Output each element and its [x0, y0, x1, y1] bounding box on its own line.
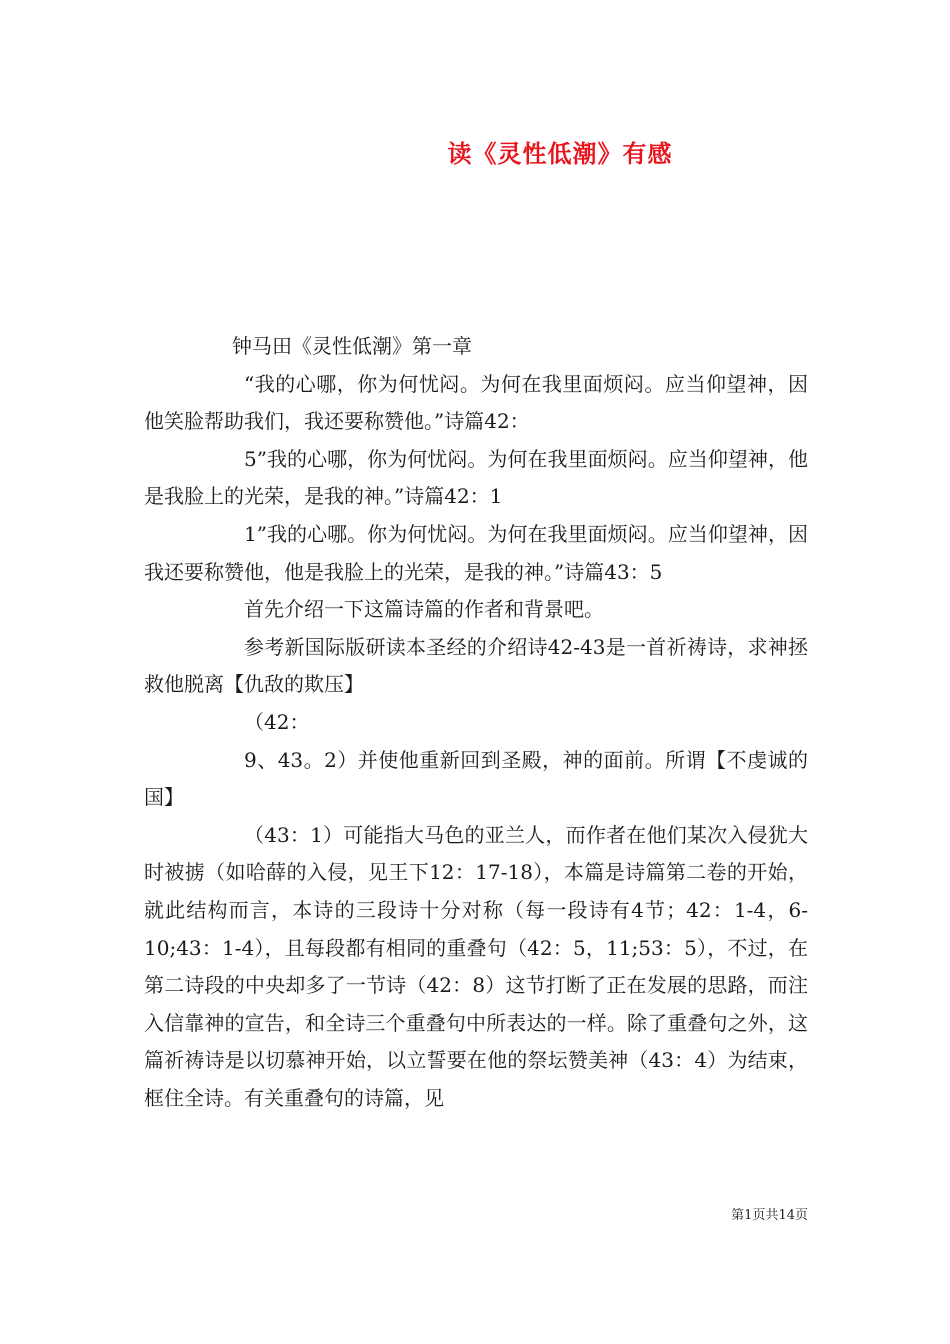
- paragraph-structure: （43：1）可能指大马色的亚兰人，而作者在他们某次入侵犹大时被掳（如哈薛的入侵，见王下12：17-18），本篇是诗篇第二卷的开始，就此结构而言，本诗的三段诗十分对称（每一段诗有4节；42：1-4，6-10;43：1-4），且每段都有相同的重叠句（42：5，11;53：5），不过，在第二诗段的中央却多了一节诗（42：8）这节打断了正在发展的思路，而注入信靠神的宣告，和全诗三个重叠句中所表达的一样。除了重叠句之外，这篇祈祷诗是以切慕神开始，以立誓要在他的祭坛赞美神（43：4）为结束，框住全诗。有关重叠句的诗篇，见: [144, 822, 808, 1110]
- page-number-footer: 第1页共14页: [731, 1208, 808, 1223]
- paragraph-reference: 参考新国际版研读本圣经的介绍诗42-43是一首祈祷诗，求神拯救他脱离【仇敌的欺压】: [144, 634, 808, 697]
- paragraph-source: 钟马田《灵性低潮》第一章: [232, 334, 472, 358]
- paragraph-verse-ref: （42：: [244, 709, 310, 734]
- paragraph-quote-1: “我的心哪，你为何忧闷。为何在我里面烦闷。应当仰望神，因他笑脸帮助我们，我还要称赞他。”诗篇42：: [144, 371, 808, 434]
- document-title: 读《灵性低潮》有感: [447, 140, 673, 168]
- document-body: [144, 328, 808, 1117]
- paragraph-temple: 9、43。2）并使他重新回到圣殿，神的面前。所谓【不虔诚的国】: [144, 747, 808, 810]
- paragraph-quote-3: 1”我的心哪。你为何忧闷。为何在我里面烦闷。应当仰望神，因我还要称赞他，他是我脸上的光荣，是我的神。”诗篇43：5: [144, 521, 808, 584]
- paragraph-quote-2: 5”我的心哪，你为何忧闷。为何在我里面烦闷。应当仰望神，他是我脸上的光荣，是我的神。”诗篇42：1: [144, 446, 808, 509]
- paragraph-intro: 首先介绍一下这篇诗篇的作者和背景吧。: [244, 597, 604, 622]
